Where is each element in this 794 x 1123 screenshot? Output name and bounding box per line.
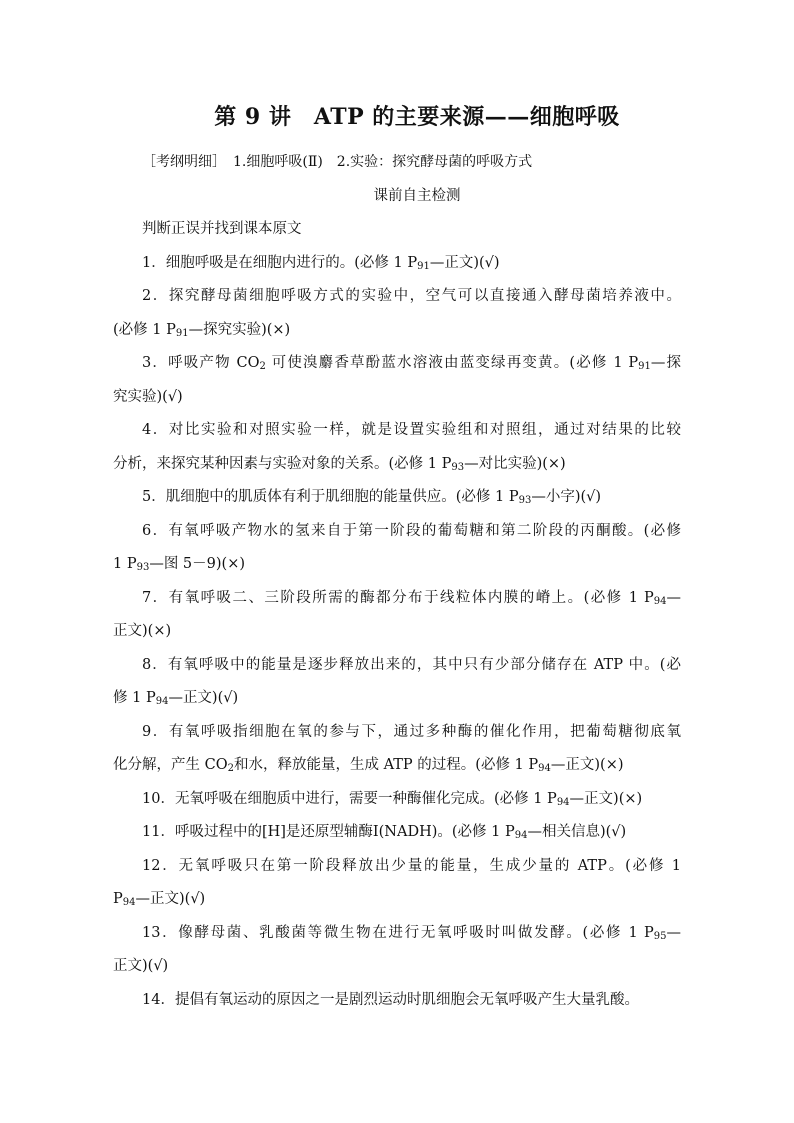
text-segment: —正文)(√) — [429, 254, 500, 271]
text-segment: 14．提倡有氧运动的原因之一是剧烈运动时肌细胞会无氧呼吸产生大量乳酸。 — [142, 991, 639, 1008]
subscript: 93 — [136, 562, 150, 573]
text-segment: —探 — [650, 355, 681, 371]
question-list — [113, 247, 681, 1018]
text-segment: 正文)(√) — [113, 958, 169, 974]
watermark — [655, 785, 663, 809]
question-line — [113, 816, 681, 850]
subscript: 94 — [556, 796, 570, 808]
question-item — [113, 247, 681, 281]
question-item — [113, 414, 681, 481]
text-segment: P — [113, 891, 123, 907]
text-segment: —正文)(√) — [168, 690, 239, 706]
syllabus-line: ［考纲明细］ 1.细胞呼吸(Ⅱ) 2.实验：探究酵母菌的呼吸方式 — [142, 154, 533, 170]
question-item — [113, 582, 681, 649]
text-segment: 化分解，产生 CO — [113, 757, 228, 773]
text-segment: (必修 1 P — [113, 321, 176, 338]
question-line — [113, 247, 681, 281]
text-segment: 修 1 P — [113, 690, 156, 706]
text-segment: — — [666, 924, 681, 941]
subscript: 94 — [122, 897, 136, 908]
question-line — [113, 950, 681, 984]
question-line — [113, 749, 681, 783]
question-line — [113, 682, 681, 716]
question-item — [113, 515, 681, 582]
question-line — [113, 984, 681, 1018]
question-item — [113, 984, 681, 1018]
text-segment: 11．呼吸过程中的[H]是还原型辅酶Ⅰ(NADH)。(必修 1 P — [142, 824, 515, 840]
subscript: 95 — [653, 930, 667, 942]
question-line — [113, 515, 681, 549]
text-segment: —相关信息)(√) — [527, 824, 627, 840]
question-item — [113, 783, 681, 817]
document-page — [113, 98, 681, 1017]
text-segment: —正文)(√) — [135, 891, 206, 907]
text-segment: — — [666, 589, 681, 606]
text-segment: —正文)(×) — [550, 757, 624, 773]
question-line — [113, 883, 681, 917]
text-segment: 究实验)(√) — [113, 388, 183, 405]
text-segment: 正文)(×) — [113, 623, 172, 639]
question-line — [113, 649, 681, 683]
text-segment: 12．无氧呼吸只在第一阶段释放出少量的能量，生成少量的 ATP。(必修 1 — [142, 857, 681, 874]
text-segment: 9．有氧呼吸指细胞在氧的参与下，通过多种酶的催化作用，把葡萄糖彻底氧 — [142, 723, 681, 740]
question-item — [113, 816, 681, 850]
question-line — [113, 783, 681, 817]
text-segment: 2．探究酵母菌细胞呼吸方式的实验中，空气可以直接通入酵母菌培养液中。 — [142, 288, 681, 304]
subscript: 93 — [518, 495, 532, 506]
question-line — [113, 481, 681, 515]
section-title: 课前自主检测 — [373, 187, 461, 204]
question-line — [113, 850, 681, 884]
subscript: 93 — [451, 461, 465, 473]
question-line — [113, 716, 681, 750]
text-segment: —小字)(√) — [531, 489, 602, 505]
text-segment: —图 5－9)(×) — [149, 556, 246, 572]
subscript: 94 — [538, 763, 551, 774]
text-segment: 4．对比实验和对照实验一样，就是设置实验组和对照组，通过对结果的比较 — [142, 422, 681, 438]
subscript: 94 — [155, 696, 169, 707]
question-item — [113, 481, 681, 515]
question-line — [113, 615, 681, 649]
text-segment: 10．无氧呼吸在细胞质中进行，需要一种酶催化完成。(必修 1 P — [142, 790, 557, 807]
text-segment: 6．有氧呼吸产物水的氢来自于第一阶段的葡萄糖和第二阶段的丙酮酸。(必修 — [142, 522, 681, 539]
text-segment: 5．肌细胞中的肌质体有利于肌细胞的能量供应。(必修 1 P — [142, 489, 519, 505]
text-segment: 7．有氧呼吸二、三阶段所需的酶都分布于线粒体内膜的嵴上。(必修 1 P — [142, 589, 654, 606]
text-segment: 3．呼吸产物 CO — [142, 355, 260, 371]
subscript: 91 — [417, 260, 430, 272]
lesson-title: 第 9 讲 ATP 的主要来源——细胞呼吸 — [214, 104, 620, 130]
question-line — [113, 280, 681, 314]
subscript: 94 — [653, 595, 667, 607]
question-item — [113, 280, 681, 347]
text-segment: 1 P — [113, 556, 137, 572]
question-item — [113, 716, 681, 783]
subscript: 91 — [175, 327, 189, 339]
question-line — [113, 917, 681, 951]
question-line — [113, 448, 681, 482]
question-line — [113, 314, 681, 348]
question-line — [113, 582, 681, 616]
question-line — [113, 381, 681, 415]
question-item — [113, 917, 681, 984]
question-item — [113, 850, 681, 917]
text-segment: —正文)(×) — [569, 790, 643, 807]
text-segment: 13．像酵母菌、乳酸菌等微生物在进行无氧呼吸时叫做发酵。(必修 1 P — [142, 924, 654, 941]
question-line — [113, 347, 681, 381]
text-segment: 8．有氧呼吸中的能量是逐步释放出来的，其中只有少部分储存在 ATP 中。(必 — [142, 656, 681, 673]
subscript: 2 — [259, 361, 266, 372]
text-segment: 分析，来探究某种因素与实验对象的关系。(必修 1 P — [113, 455, 452, 472]
text-segment: —对比实验)(×) — [464, 455, 566, 472]
text-segment: 可使溴麝香草酚蓝水溶液由蓝变绿再变黄。(必修 1 P — [265, 355, 639, 371]
text-segment: 和水，释放能量，生成 ATP 的过程。(必修 1 P — [233, 757, 539, 773]
question-line — [113, 548, 681, 582]
instruction-text: 判断正误并找到课本原文 — [142, 221, 302, 237]
subscript: 91 — [638, 361, 651, 372]
text-segment: —探究实验)(×) — [188, 321, 291, 338]
subscript: 94 — [514, 830, 528, 841]
question-item — [113, 347, 681, 414]
text-segment: 1．细胞呼吸是在细胞内进行的。(必修 1 P — [142, 254, 418, 271]
question-item — [113, 649, 681, 716]
question-line — [113, 414, 681, 448]
subscript: 2 — [227, 763, 234, 774]
